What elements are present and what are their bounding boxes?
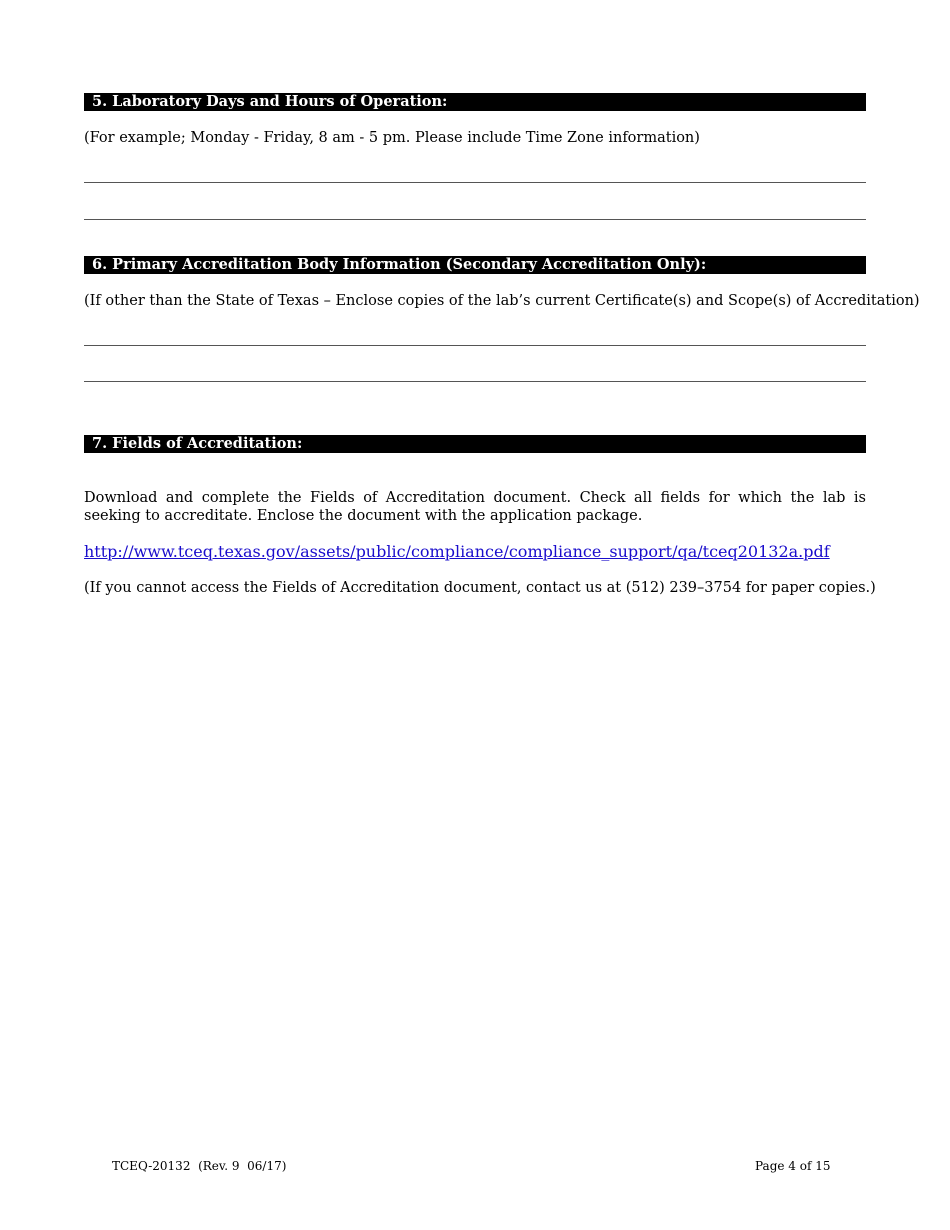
section-7-instructions: Download and complete the Fields of Accreditation document. Check all fields for which the lab is seeking to accreditate. Enclose the document with the application package.: [84, 490, 866, 524]
section-6-answer-line-1[interactable]: [84, 345, 866, 346]
section-7-header: 7. Fields of Accreditation:: [84, 435, 866, 453]
section-6-header: 6. Primary Accreditation Body Information (Secondary Accreditation Only):: [84, 256, 866, 274]
fields-of-accreditation-link[interactable]: http://www.tceq.texas.gov/assets/public/compliance/compliance_support/qa/tceq20132a.pdf: [84, 542, 830, 561]
section-6-hint: (If other than the State of Texas – Enclose copies of the lab’s current Certificate(s) and Scope(s) of Accreditation): [84, 293, 920, 309]
section-5-answer-line-2[interactable]: [84, 219, 866, 220]
section-5-header: 5. Laboratory Days and Hours of Operation:: [84, 93, 866, 111]
section-6-answer-line-2[interactable]: [84, 381, 866, 382]
footer-page-number: Page 4 of 15: [755, 1159, 831, 1173]
section-7-contact-note: (If you cannot access the Fields of Accreditation document, contact us at (512) 239–3754 for paper copies.): [84, 580, 876, 596]
section-5-hint: (For example; Monday - Friday, 8 am - 5 pm. Please include Time Zone information): [84, 130, 700, 146]
section-5-answer-line-1[interactable]: [84, 182, 866, 183]
footer-form-id: TCEQ-20132 (Rev. 9 06/17): [112, 1159, 287, 1173]
